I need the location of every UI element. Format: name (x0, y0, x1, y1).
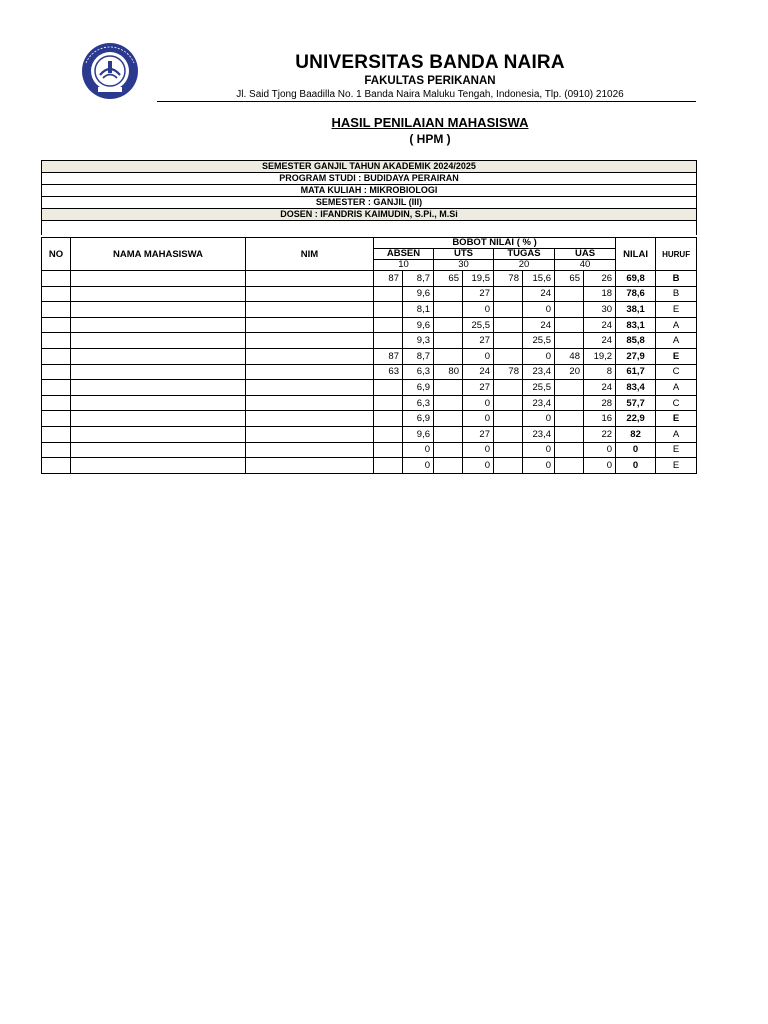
table-row (42, 380, 697, 396)
no-cell (42, 426, 71, 442)
nilai-cell: 69,8 (616, 271, 656, 287)
absen-raw-cell (374, 426, 403, 442)
nilai-cell: 38,1 (616, 302, 656, 318)
nim-cell (246, 333, 374, 349)
uas-weighted-cell: 24 (584, 333, 616, 349)
university-name: UNIVERSITAS BANDA NAIRA (295, 52, 565, 73)
document-title: HASIL PENILAIAN MAHASISWA (331, 115, 529, 130)
no-cell (42, 302, 71, 318)
header-nilai: NILAI (616, 238, 656, 271)
uts-raw-cell (434, 426, 463, 442)
absen-raw-cell (374, 317, 403, 333)
uts-weighted-cell: 27 (463, 333, 494, 349)
uas-raw-cell (555, 458, 584, 474)
table-row (42, 348, 697, 364)
nim-cell (246, 426, 374, 442)
tugas-raw-cell (494, 458, 523, 474)
name-cell (71, 271, 246, 287)
weight-uts: 30 (434, 260, 494, 271)
huruf-cell: B (656, 286, 697, 302)
uas-weighted-cell: 24 (584, 317, 616, 333)
uts-weighted-cell: 27 (463, 380, 494, 396)
header-bobot-nilai: BOBOT NILAI ( % ) (374, 238, 616, 249)
uts-raw-cell (434, 302, 463, 318)
nilai-cell: 27,9 (616, 348, 656, 364)
name-cell (71, 302, 246, 318)
name-cell (71, 426, 246, 442)
semester-year-line: SEMESTER GANJIL TAHUN AKADEMIK 2024/2025 (42, 161, 696, 173)
tugas-raw-cell (494, 442, 523, 458)
huruf-cell: E (656, 458, 697, 474)
nilai-cell: 82 (616, 426, 656, 442)
absen-weighted-cell: 0 (403, 458, 434, 474)
uas-weighted-cell: 18 (584, 286, 616, 302)
uas-weighted-cell: 30 (584, 302, 616, 318)
nim-cell (246, 411, 374, 427)
nilai-cell: 57,7 (616, 395, 656, 411)
uas-weighted-cell: 28 (584, 395, 616, 411)
uas-weighted-cell: 0 (584, 458, 616, 474)
tugas-weighted-cell: 23,4 (523, 426, 555, 442)
tugas-weighted-cell: 24 (523, 317, 555, 333)
huruf-cell: E (656, 302, 697, 318)
tugas-weighted-cell: 23,4 (523, 395, 555, 411)
huruf-cell: A (656, 317, 697, 333)
name-cell (71, 411, 246, 427)
tugas-raw-cell (494, 286, 523, 302)
uas-raw-cell (555, 286, 584, 302)
nim-cell (246, 364, 374, 380)
absen-weighted-cell: 6,9 (403, 380, 434, 396)
uas-raw-cell: 48 (555, 348, 584, 364)
absen-raw-cell (374, 442, 403, 458)
header-student-name: NAMA MAHASISWA (71, 238, 246, 271)
absen-weighted-cell: 9,6 (403, 286, 434, 302)
tugas-weighted-cell: 0 (523, 348, 555, 364)
uas-raw-cell (555, 395, 584, 411)
uts-weighted-cell: 0 (463, 395, 494, 411)
header-huruf: HURUF (656, 238, 697, 271)
no-cell (42, 458, 71, 474)
uas-raw-cell (555, 426, 584, 442)
absen-weighted-cell: 8,7 (403, 348, 434, 364)
uas-weighted-cell: 19,2 (584, 348, 616, 364)
uts-raw-cell (434, 317, 463, 333)
huruf-cell: A (656, 380, 697, 396)
tugas-weighted-cell: 25,5 (523, 333, 555, 349)
absen-weighted-cell: 8,7 (403, 271, 434, 287)
table-row (42, 442, 697, 458)
uts-weighted-cell: 24 (463, 364, 494, 380)
weight-tugas: 20 (494, 260, 555, 271)
nim-cell (246, 442, 374, 458)
nilai-cell: 85,8 (616, 333, 656, 349)
nilai-cell: 0 (616, 442, 656, 458)
uas-weighted-cell: 0 (584, 442, 616, 458)
tugas-raw-cell (494, 317, 523, 333)
nim-cell (246, 348, 374, 364)
name-cell (71, 333, 246, 349)
huruf-cell: C (656, 364, 697, 380)
header-nim: NIM (246, 238, 374, 271)
uts-raw-cell: 65 (434, 271, 463, 287)
no-cell (42, 364, 71, 380)
name-cell (71, 395, 246, 411)
nilai-cell: 61,7 (616, 364, 656, 380)
uts-weighted-cell: 19,5 (463, 271, 494, 287)
document-subtitle: ( HPM ) (409, 132, 451, 146)
absen-weighted-cell: 9,6 (403, 317, 434, 333)
no-cell (42, 286, 71, 302)
tugas-weighted-cell: 0 (523, 302, 555, 318)
nim-cell (246, 317, 374, 333)
nim-cell (246, 380, 374, 396)
absen-raw-cell: 63 (374, 364, 403, 380)
weight-uas: 40 (555, 260, 616, 271)
uas-raw-cell: 65 (555, 271, 584, 287)
tugas-weighted-cell: 0 (523, 458, 555, 474)
nim-cell (246, 395, 374, 411)
header-uas: UAS (555, 249, 616, 260)
nim-cell (246, 302, 374, 318)
uts-weighted-cell: 0 (463, 442, 494, 458)
nilai-cell: 22,9 (616, 411, 656, 427)
uts-weighted-cell: 0 (463, 348, 494, 364)
grade-rows (42, 271, 697, 474)
absen-weighted-cell: 8,1 (403, 302, 434, 318)
nim-cell (246, 271, 374, 287)
absen-weighted-cell: 0 (403, 442, 434, 458)
uts-weighted-cell: 25,5 (463, 317, 494, 333)
tugas-weighted-cell: 0 (523, 442, 555, 458)
uts-raw-cell (434, 395, 463, 411)
table-row (42, 364, 697, 380)
uas-raw-cell (555, 317, 584, 333)
tugas-weighted-cell: 25,5 (523, 380, 555, 396)
tugas-raw-cell (494, 348, 523, 364)
faculty-name: FAKULTAS PERIKANAN (364, 75, 496, 87)
uas-weighted-cell: 26 (584, 271, 616, 287)
course-line: MATA KULIAH : MIKROBIOLOGI (42, 185, 696, 197)
absen-raw-cell: 87 (374, 348, 403, 364)
uts-weighted-cell: 0 (463, 458, 494, 474)
grades-table (41, 237, 697, 474)
huruf-cell: A (656, 333, 697, 349)
info-spacer (42, 221, 696, 235)
absen-weighted-cell: 6,3 (403, 364, 434, 380)
absen-raw-cell (374, 395, 403, 411)
uts-raw-cell: 80 (434, 364, 463, 380)
tugas-weighted-cell: 15,6 (523, 271, 555, 287)
table-row (42, 333, 697, 349)
absen-raw-cell (374, 380, 403, 396)
table-row (42, 286, 697, 302)
no-cell (42, 442, 71, 458)
uas-weighted-cell: 22 (584, 426, 616, 442)
name-cell (71, 364, 246, 380)
absen-raw-cell (374, 333, 403, 349)
no-cell (42, 317, 71, 333)
nilai-cell: 0 (616, 458, 656, 474)
name-cell (71, 348, 246, 364)
uts-raw-cell (434, 286, 463, 302)
uas-weighted-cell: 8 (584, 364, 616, 380)
tugas-raw-cell (494, 426, 523, 442)
absen-weighted-cell: 9,6 (403, 426, 434, 442)
name-cell (71, 286, 246, 302)
huruf-cell: B (656, 271, 697, 287)
table-row (42, 317, 697, 333)
course-info-block (41, 160, 697, 235)
header-tugas: TUGAS (494, 249, 555, 260)
uas-raw-cell: 20 (555, 364, 584, 380)
table-row (42, 411, 697, 427)
no-cell (42, 271, 71, 287)
huruf-cell: E (656, 442, 697, 458)
uts-weighted-cell: 0 (463, 411, 494, 427)
header-no: NO (42, 238, 71, 271)
absen-weighted-cell: 6,9 (403, 411, 434, 427)
uts-raw-cell (434, 333, 463, 349)
absen-weighted-cell: 6,3 (403, 395, 434, 411)
header-absen: ABSEN (374, 249, 434, 260)
nilai-cell: 78,6 (616, 286, 656, 302)
no-cell (42, 333, 71, 349)
table-row (42, 271, 697, 287)
weight-absen: 10 (374, 260, 434, 271)
name-cell (71, 442, 246, 458)
absen-raw-cell: 87 (374, 271, 403, 287)
tugas-raw-cell (494, 395, 523, 411)
uas-raw-cell (555, 333, 584, 349)
nim-cell (246, 458, 374, 474)
tugas-raw-cell (494, 411, 523, 427)
nilai-cell: 83,4 (616, 380, 656, 396)
uts-raw-cell (434, 458, 463, 474)
absen-raw-cell (374, 458, 403, 474)
tugas-raw-cell (494, 302, 523, 318)
absen-weighted-cell: 9,3 (403, 333, 434, 349)
university-logo (70, 41, 150, 101)
huruf-cell: A (656, 426, 697, 442)
uts-raw-cell (434, 380, 463, 396)
no-cell (42, 395, 71, 411)
table-row (42, 458, 697, 474)
university-address: Jl. Said Tjong Baadilla No. 1 Banda Naira Maluku Tengah, Indonesia, Tlp. (0910) 21026 (236, 89, 624, 100)
uts-raw-cell (434, 442, 463, 458)
no-cell (42, 411, 71, 427)
absen-raw-cell (374, 286, 403, 302)
uts-raw-cell (434, 348, 463, 364)
uas-raw-cell (555, 411, 584, 427)
no-cell (42, 348, 71, 364)
tugas-raw-cell (494, 333, 523, 349)
lecturer-line: DOSEN : IFANDRIS KAIMUDIN, S.Pi., M.Si (42, 209, 696, 221)
tugas-raw-cell (494, 380, 523, 396)
tugas-weighted-cell: 0 (523, 411, 555, 427)
header-uts: UTS (434, 249, 494, 260)
huruf-cell: E (656, 411, 697, 427)
program-line: PROGRAM STUDI : BUDIDAYA PERAIRAN (42, 173, 696, 185)
huruf-cell: C (656, 395, 697, 411)
uas-raw-cell (555, 302, 584, 318)
uts-raw-cell (434, 411, 463, 427)
header-divider (157, 101, 696, 102)
semester-line: SEMESTER : GANJIL (III) (42, 197, 696, 209)
no-cell (42, 380, 71, 396)
tugas-weighted-cell: 24 (523, 286, 555, 302)
tugas-raw-cell: 78 (494, 364, 523, 380)
uts-weighted-cell: 27 (463, 426, 494, 442)
uas-raw-cell (555, 442, 584, 458)
tugas-raw-cell: 78 (494, 271, 523, 287)
name-cell (71, 317, 246, 333)
tugas-weighted-cell: 23,4 (523, 364, 555, 380)
huruf-cell: E (656, 348, 697, 364)
table-row (42, 426, 697, 442)
absen-raw-cell (374, 302, 403, 318)
uas-weighted-cell: 16 (584, 411, 616, 427)
nim-cell (246, 286, 374, 302)
table-row (42, 395, 697, 411)
uts-weighted-cell: 0 (463, 302, 494, 318)
uts-weighted-cell: 27 (463, 286, 494, 302)
name-cell (71, 380, 246, 396)
uas-weighted-cell: 24 (584, 380, 616, 396)
table-row (42, 302, 697, 318)
absen-raw-cell (374, 411, 403, 427)
name-cell (71, 458, 246, 474)
nilai-cell: 83,1 (616, 317, 656, 333)
uas-raw-cell (555, 380, 584, 396)
